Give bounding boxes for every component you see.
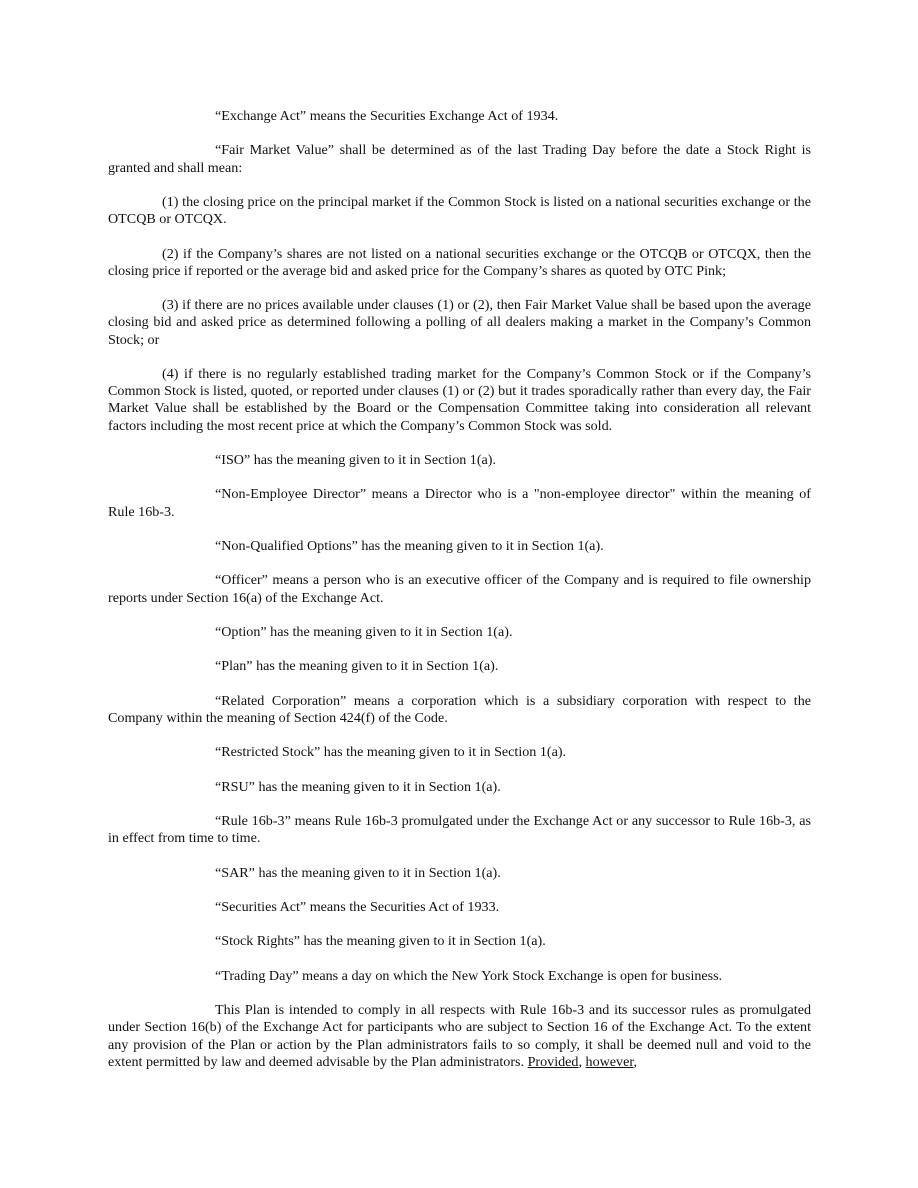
definition-paragraph: “Stock Rights” has the meaning given to it in Section 1(a). (215, 933, 546, 950)
definition-paragraph: “RSU” has the meaning given to it in Section 1(a). (215, 778, 501, 795)
compliance-text: This Plan is intended to comply in all respects with Rule 16b-3 and its successor rules as promulgated under Section 16(b) of the Exchange Act for participants who are subject to Section 16 of the Exchange Act. To the extent any provision of the Plan or action by the Plan administrators fails to so comply, it shall be deemed null and void to the extent permitted by law and deemed advisable by the Plan administrators. (108, 1002, 811, 1070)
definition-paragraph: “Non-Qualified Options” has the meaning given to it in Section 1(a). (215, 537, 604, 554)
clause-paragraph: (3) if there are no prices available under clauses (1) or (2), then Fair Market Value shall be based upon the average closing bid and asked price as determined following a polling of all dealers making a market in the Company’s Common Stock; or (108, 297, 811, 348)
definition-paragraph: “Plan” has the meaning given to it in Section 1(a). (215, 658, 499, 675)
definition-paragraph: “Fair Market Value” shall be determined as of the last Trading Day before the date a Stock Right is granted and shall mean: (108, 142, 811, 176)
document-page (108, 108, 811, 1088)
definition-paragraph: “Option” has the meaning given to it in Section 1(a). (215, 623, 513, 640)
provided-underlined: Provided (527, 1053, 579, 1070)
trailing-punctuation: , (633, 1053, 638, 1070)
compliance-paragraph (108, 1002, 811, 1071)
clause-paragraph: (2) if the Company’s shares are not listed on a national securities exchange or the OTCQB or OTCQX, then the closing price if reported or the average bid and asked price for the Company’s shares as quoted by OTC Pink; (108, 245, 811, 279)
definition-paragraph: “ISO” has the meaning given to it in Section 1(a). (215, 451, 497, 468)
definition-paragraph: “Exchange Act” means the Securities Exchange Act of 1934. (215, 108, 559, 124)
definition-paragraph: “Restricted Stock” has the meaning given to it in Section 1(a). (215, 744, 567, 761)
however-underlined: however (585, 1053, 634, 1070)
definition-paragraph: “Rule 16b-3” means Rule 16b-3 promulgated under the Exchange Act or any successor to Rule 16b-3, as in effect from time to time. (108, 813, 811, 847)
definition-paragraph: “Securities Act” means the Securities Act of 1933. (215, 899, 500, 916)
definitions-list (108, 108, 811, 985)
definition-paragraph: “Trading Day” means a day on which the New York Stock Exchange is open for business. (215, 967, 723, 984)
separator-text: , (578, 1053, 586, 1070)
clause-paragraph: (1) the closing price on the principal market if the Common Stock is listed on a national securities exchange or the OTCQB or OTCQX. (108, 193, 811, 228)
clause-paragraph: (4) if there is no regularly established trading market for the Company’s Common Stock or if the Company’s Common Stock is listed, quoted, or reported under clauses (1) or (2) but it trades sporadically rather than every day, the Fair Market Value shall be established by the Board or the Compensation Committee taking into consideration all relevant factors including the most recent price at which the Company’s Common Stock was sold. (108, 365, 811, 434)
definition-paragraph: “Related Corporation” means a corporation which is a subsidiary corporation with respect to the Company within the meaning of Section 424(f) of the Code. (108, 692, 811, 726)
definition-paragraph: “SAR” has the meaning given to it in Section 1(a). (215, 864, 501, 881)
definition-paragraph: “Non-Employee Director” means a Director who is a "non-employee director" within the meaning of Rule 16b-3. (108, 486, 811, 520)
definition-paragraph: “Officer” means a person who is an executive officer of the Company and is required to file ownership reports under Section 16(a) of the Exchange Act. (108, 572, 811, 606)
